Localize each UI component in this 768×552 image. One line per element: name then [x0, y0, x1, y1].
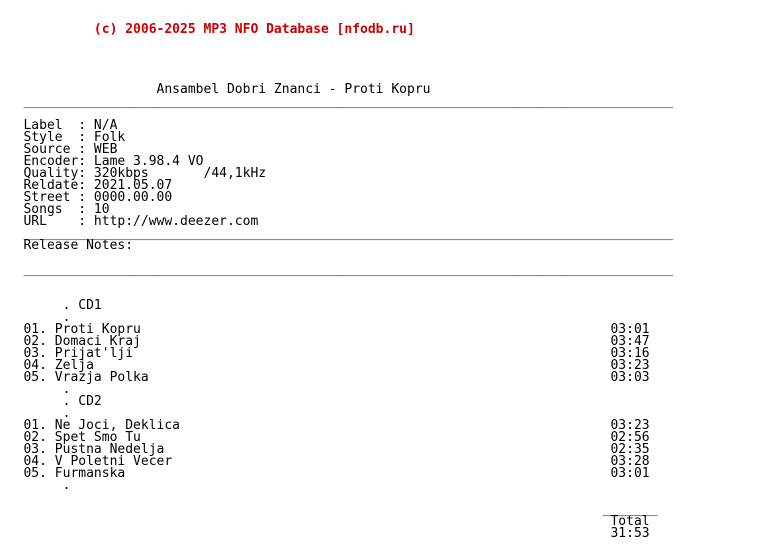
nfo-line: . [0, 406, 71, 421]
nfo-line: 04. Zelja 03:23 [0, 358, 650, 373]
copyright-banner: (c) 2006-2025 MP3 NFO Database [nfodb.ru] [0, 22, 415, 37]
nfo-line [0, 276, 673, 288]
nfo-line: ___________________________________________________________________________________ [0, 262, 674, 277]
nfo-line: 01. Ne Joci, Deklica 03:23 [0, 418, 650, 433]
nfo-line: Quality: 320kbps /44,1kHz [0, 166, 267, 181]
nfo-line: 31:53 [0, 526, 650, 541]
nfo-line: . CD1 [0, 298, 102, 313]
nfo-line: Street : 0000.00.00 [0, 190, 173, 205]
nfo-line: 03. Pustna Nedelja 02:35 [0, 442, 650, 457]
nfo-line: . [0, 382, 71, 397]
nfo-line: . [0, 310, 71, 325]
nfo-line: . CD2 [0, 394, 102, 409]
nfo-line: 05. Vrazja Polka 03:03 [0, 370, 650, 385]
nfo-line: Label : N/A [0, 118, 118, 133]
nfo-line: Total [0, 514, 650, 529]
nfo-line: 03. Prijat'lji 03:16 [0, 346, 650, 361]
nfo-line: 05. Furmanska 03:01 [0, 466, 650, 481]
nfo-line: . [0, 478, 71, 493]
nfo-body [0, 60, 673, 540]
nfo-line: Reldate: 2021.05.07 [0, 178, 173, 193]
nfo-line: _______ [0, 502, 658, 517]
nfo-line: URL : http://www.deezer.com [0, 214, 259, 229]
nfo-line: 02. Spet Smo Tu 02:56 [0, 430, 650, 445]
nfo-line: 02. Domaci Kraj 03:47 [0, 334, 650, 349]
nfo-line: Source : WEB [0, 142, 118, 157]
nfo-line: Ansambel Dobri Znanci - Proti Kopru [0, 82, 431, 97]
nfo-line: ___________________________________________________________________________________ [0, 226, 674, 241]
nfo-line: Songs : 10 [0, 202, 110, 217]
nfo-line [0, 60, 673, 72]
nfo-line: Encoder: Lame 3.98.4 VO [0, 154, 204, 169]
nfo-line: 01. Proti Kopru 03:01 [0, 322, 650, 337]
nfo-line: Release Notes: [0, 238, 134, 253]
nfo-line: 04. V Poletni Vecer 03:28 [0, 454, 650, 469]
nfo-line: ___________________________________________________________________________________ [0, 94, 674, 109]
nfo-line: Style : Folk [0, 130, 126, 145]
